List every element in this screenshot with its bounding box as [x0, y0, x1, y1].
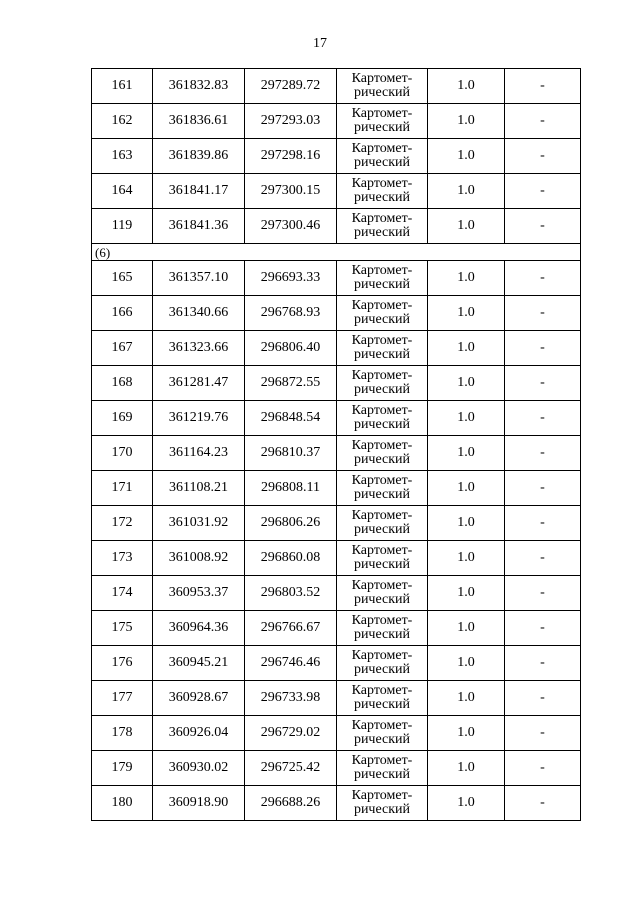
method-cell: [337, 751, 428, 786]
x-coordinate-cell: 360930.02: [153, 751, 245, 786]
method-line-2: рический: [353, 155, 411, 170]
accuracy-cell: 1.0: [428, 174, 505, 209]
point-number-cell: 179: [92, 751, 153, 786]
point-number-cell: 119: [92, 209, 153, 244]
y-coordinate-cell: 297298.16: [245, 139, 337, 174]
x-coordinate-cell: 361841.36: [153, 209, 245, 244]
method-cell: [337, 611, 428, 646]
table-row: [92, 401, 581, 436]
accuracy-cell: 1.0: [428, 139, 505, 174]
x-coordinate-cell: 360928.67: [153, 681, 245, 716]
table-row: [92, 104, 581, 139]
note-cell: -: [505, 751, 581, 786]
point-number-cell: 166: [92, 296, 153, 331]
y-coordinate-cell: 296808.11: [245, 471, 337, 506]
method-line-2: рический: [353, 190, 411, 205]
method-line-1: Картомет-: [351, 578, 413, 593]
table-row: [92, 576, 581, 611]
y-coordinate-cell: 296810.37: [245, 436, 337, 471]
method-line-1: Картомет-: [351, 71, 413, 86]
method-line-2: рический: [353, 277, 411, 292]
point-number-cell: 163: [92, 139, 153, 174]
x-coordinate-cell: 361323.66: [153, 331, 245, 366]
y-coordinate-cell: 296848.54: [245, 401, 337, 436]
point-number-cell: 171: [92, 471, 153, 506]
note-cell: -: [505, 209, 581, 244]
y-coordinate-cell: 297293.03: [245, 104, 337, 139]
method-cell: [337, 506, 428, 541]
method-line-2: рический: [353, 85, 411, 100]
method-cell: [337, 139, 428, 174]
method-line-1: Картомет-: [351, 106, 413, 121]
y-coordinate-cell: 296860.08: [245, 541, 337, 576]
method-line-2: рический: [353, 225, 411, 240]
table-row: [92, 681, 581, 716]
method-line-2: рический: [353, 627, 411, 642]
method-line-1: Картомет-: [351, 613, 413, 628]
note-cell: -: [505, 296, 581, 331]
method-line-2: рический: [353, 452, 411, 467]
method-line-2: рический: [353, 767, 411, 782]
method-cell: [337, 174, 428, 209]
method-cell: [337, 716, 428, 751]
table-row: [92, 174, 581, 209]
y-coordinate-cell: 296733.98: [245, 681, 337, 716]
x-coordinate-cell: 361164.23: [153, 436, 245, 471]
accuracy-cell: 1.0: [428, 751, 505, 786]
note-cell: -: [505, 401, 581, 436]
note-cell: -: [505, 174, 581, 209]
accuracy-cell: 1.0: [428, 716, 505, 751]
accuracy-cell: 1.0: [428, 471, 505, 506]
point-number-cell: 168: [92, 366, 153, 401]
point-number-cell: 169: [92, 401, 153, 436]
accuracy-cell: 1.0: [428, 296, 505, 331]
x-coordinate-cell: 361841.17: [153, 174, 245, 209]
table-row: [92, 436, 581, 471]
point-number-cell: 161: [92, 69, 153, 104]
accuracy-cell: 1.0: [428, 786, 505, 821]
table-row: [92, 471, 581, 506]
table-body-top: [92, 69, 581, 244]
note-cell: -: [505, 611, 581, 646]
method-cell: [337, 436, 428, 471]
accuracy-cell: 1.0: [428, 261, 505, 296]
method-cell: [337, 366, 428, 401]
method-line-2: рический: [353, 557, 411, 572]
accuracy-cell: 1.0: [428, 104, 505, 139]
table-row: [92, 296, 581, 331]
method-cell: [337, 331, 428, 366]
method-line-2: рический: [353, 802, 411, 817]
table-row: [92, 331, 581, 366]
x-coordinate-cell: 360926.04: [153, 716, 245, 751]
coordinates-table: [91, 68, 581, 821]
table-row: [92, 611, 581, 646]
accuracy-cell: 1.0: [428, 401, 505, 436]
note-cell: -: [505, 681, 581, 716]
point-number-cell: 162: [92, 104, 153, 139]
y-coordinate-cell: 297300.15: [245, 174, 337, 209]
note-cell: -: [505, 331, 581, 366]
method-line-1: Картомет-: [351, 683, 413, 698]
x-coordinate-cell: 361108.21: [153, 471, 245, 506]
x-coordinate-cell: 361340.66: [153, 296, 245, 331]
method-line-2: рический: [353, 347, 411, 362]
table-row: [92, 786, 581, 821]
x-coordinate-cell: 361836.61: [153, 104, 245, 139]
table-row: [92, 541, 581, 576]
accuracy-cell: 1.0: [428, 69, 505, 104]
x-coordinate-cell: 361357.10: [153, 261, 245, 296]
method-line-1: Картомет-: [351, 753, 413, 768]
accuracy-cell: 1.0: [428, 506, 505, 541]
accuracy-cell: 1.0: [428, 366, 505, 401]
x-coordinate-cell: 360945.21: [153, 646, 245, 681]
method-line-1: Картомет-: [351, 788, 413, 803]
table-row: [92, 716, 581, 751]
point-number-cell: 177: [92, 681, 153, 716]
y-coordinate-cell: 296725.42: [245, 751, 337, 786]
accuracy-cell: 1.0: [428, 436, 505, 471]
point-number-cell: 173: [92, 541, 153, 576]
method-line-1: Картомет-: [351, 508, 413, 523]
y-coordinate-cell: 296803.52: [245, 576, 337, 611]
y-coordinate-cell: 296806.26: [245, 506, 337, 541]
point-number-cell: 174: [92, 576, 153, 611]
method-line-2: рический: [353, 592, 411, 607]
note-cell: -: [505, 541, 581, 576]
y-coordinate-cell: 296766.67: [245, 611, 337, 646]
method-line-2: рический: [353, 312, 411, 327]
group-label: (6): [92, 244, 581, 261]
method-cell: [337, 401, 428, 436]
method-line-1: Картомет-: [351, 141, 413, 156]
table-row: [92, 261, 581, 296]
point-number-cell: 178: [92, 716, 153, 751]
x-coordinate-cell: 360953.37: [153, 576, 245, 611]
accuracy-cell: 1.0: [428, 681, 505, 716]
x-coordinate-cell: 361008.92: [153, 541, 245, 576]
method-line-2: рический: [353, 697, 411, 712]
method-cell: [337, 681, 428, 716]
method-cell: [337, 576, 428, 611]
table-row: [92, 751, 581, 786]
x-coordinate-cell: 361832.83: [153, 69, 245, 104]
method-cell: [337, 541, 428, 576]
method-line-1: Картомет-: [351, 211, 413, 226]
x-coordinate-cell: 361281.47: [153, 366, 245, 401]
note-cell: -: [505, 69, 581, 104]
table-row: [92, 139, 581, 174]
group-separator: [92, 244, 581, 261]
y-coordinate-cell: 296729.02: [245, 716, 337, 751]
page-number: 17: [313, 36, 327, 51]
point-number-cell: 176: [92, 646, 153, 681]
point-number-cell: 167: [92, 331, 153, 366]
method-cell: [337, 104, 428, 139]
method-line-2: рический: [353, 487, 411, 502]
y-coordinate-cell: 296746.46: [245, 646, 337, 681]
note-cell: -: [505, 366, 581, 401]
x-coordinate-cell: 360918.90: [153, 786, 245, 821]
y-coordinate-cell: 296688.26: [245, 786, 337, 821]
method-cell: [337, 209, 428, 244]
accuracy-cell: 1.0: [428, 331, 505, 366]
point-number-cell: 170: [92, 436, 153, 471]
table-row: [92, 69, 581, 104]
accuracy-cell: 1.0: [428, 646, 505, 681]
table-row: [92, 209, 581, 244]
point-number-cell: 175: [92, 611, 153, 646]
point-number-cell: 180: [92, 786, 153, 821]
table-row: [92, 506, 581, 541]
note-cell: -: [505, 436, 581, 471]
note-cell: -: [505, 716, 581, 751]
y-coordinate-cell: 296693.33: [245, 261, 337, 296]
method-line-1: Картомет-: [351, 368, 413, 383]
x-coordinate-cell: 361839.86: [153, 139, 245, 174]
note-cell: -: [505, 786, 581, 821]
y-coordinate-cell: 297300.46: [245, 209, 337, 244]
table-body-bottom: [92, 261, 581, 821]
point-number-cell: 164: [92, 174, 153, 209]
x-coordinate-cell: 361219.76: [153, 401, 245, 436]
y-coordinate-cell: 296768.93: [245, 296, 337, 331]
method-line-1: Картомет-: [351, 263, 413, 278]
method-cell: [337, 471, 428, 506]
x-coordinate-cell: 361031.92: [153, 506, 245, 541]
method-line-1: Картомет-: [351, 473, 413, 488]
method-line-2: рический: [353, 417, 411, 432]
method-line-1: Картомет-: [351, 648, 413, 663]
point-number-cell: 165: [92, 261, 153, 296]
method-cell: [337, 296, 428, 331]
method-line-2: рический: [353, 732, 411, 747]
table-row: [92, 646, 581, 681]
method-cell: [337, 261, 428, 296]
y-coordinate-cell: 296806.40: [245, 331, 337, 366]
x-coordinate-cell: 360964.36: [153, 611, 245, 646]
note-cell: -: [505, 104, 581, 139]
note-cell: -: [505, 471, 581, 506]
note-cell: -: [505, 646, 581, 681]
method-cell: [337, 69, 428, 104]
method-cell: [337, 786, 428, 821]
method-line-1: Картомет-: [351, 718, 413, 733]
note-cell: -: [505, 139, 581, 174]
accuracy-cell: 1.0: [428, 209, 505, 244]
note-cell: -: [505, 576, 581, 611]
method-line-2: рический: [353, 662, 411, 677]
method-line-1: Картомет-: [351, 333, 413, 348]
method-line-2: рический: [353, 522, 411, 537]
method-cell: [337, 646, 428, 681]
y-coordinate-cell: 296872.55: [245, 366, 337, 401]
y-coordinate-cell: 297289.72: [245, 69, 337, 104]
accuracy-cell: 1.0: [428, 541, 505, 576]
method-line-2: рический: [353, 382, 411, 397]
note-cell: -: [505, 506, 581, 541]
accuracy-cell: 1.0: [428, 576, 505, 611]
method-line-2: рический: [353, 120, 411, 135]
method-line-1: Картомет-: [351, 298, 413, 313]
note-cell: -: [505, 261, 581, 296]
table-row: [92, 366, 581, 401]
point-number-cell: 172: [92, 506, 153, 541]
group-row: [92, 244, 581, 261]
accuracy-cell: 1.0: [428, 611, 505, 646]
method-line-1: Картомет-: [351, 438, 413, 453]
method-line-1: Картомет-: [351, 403, 413, 418]
method-line-1: Картомет-: [351, 543, 413, 558]
method-line-1: Картомет-: [351, 176, 413, 191]
